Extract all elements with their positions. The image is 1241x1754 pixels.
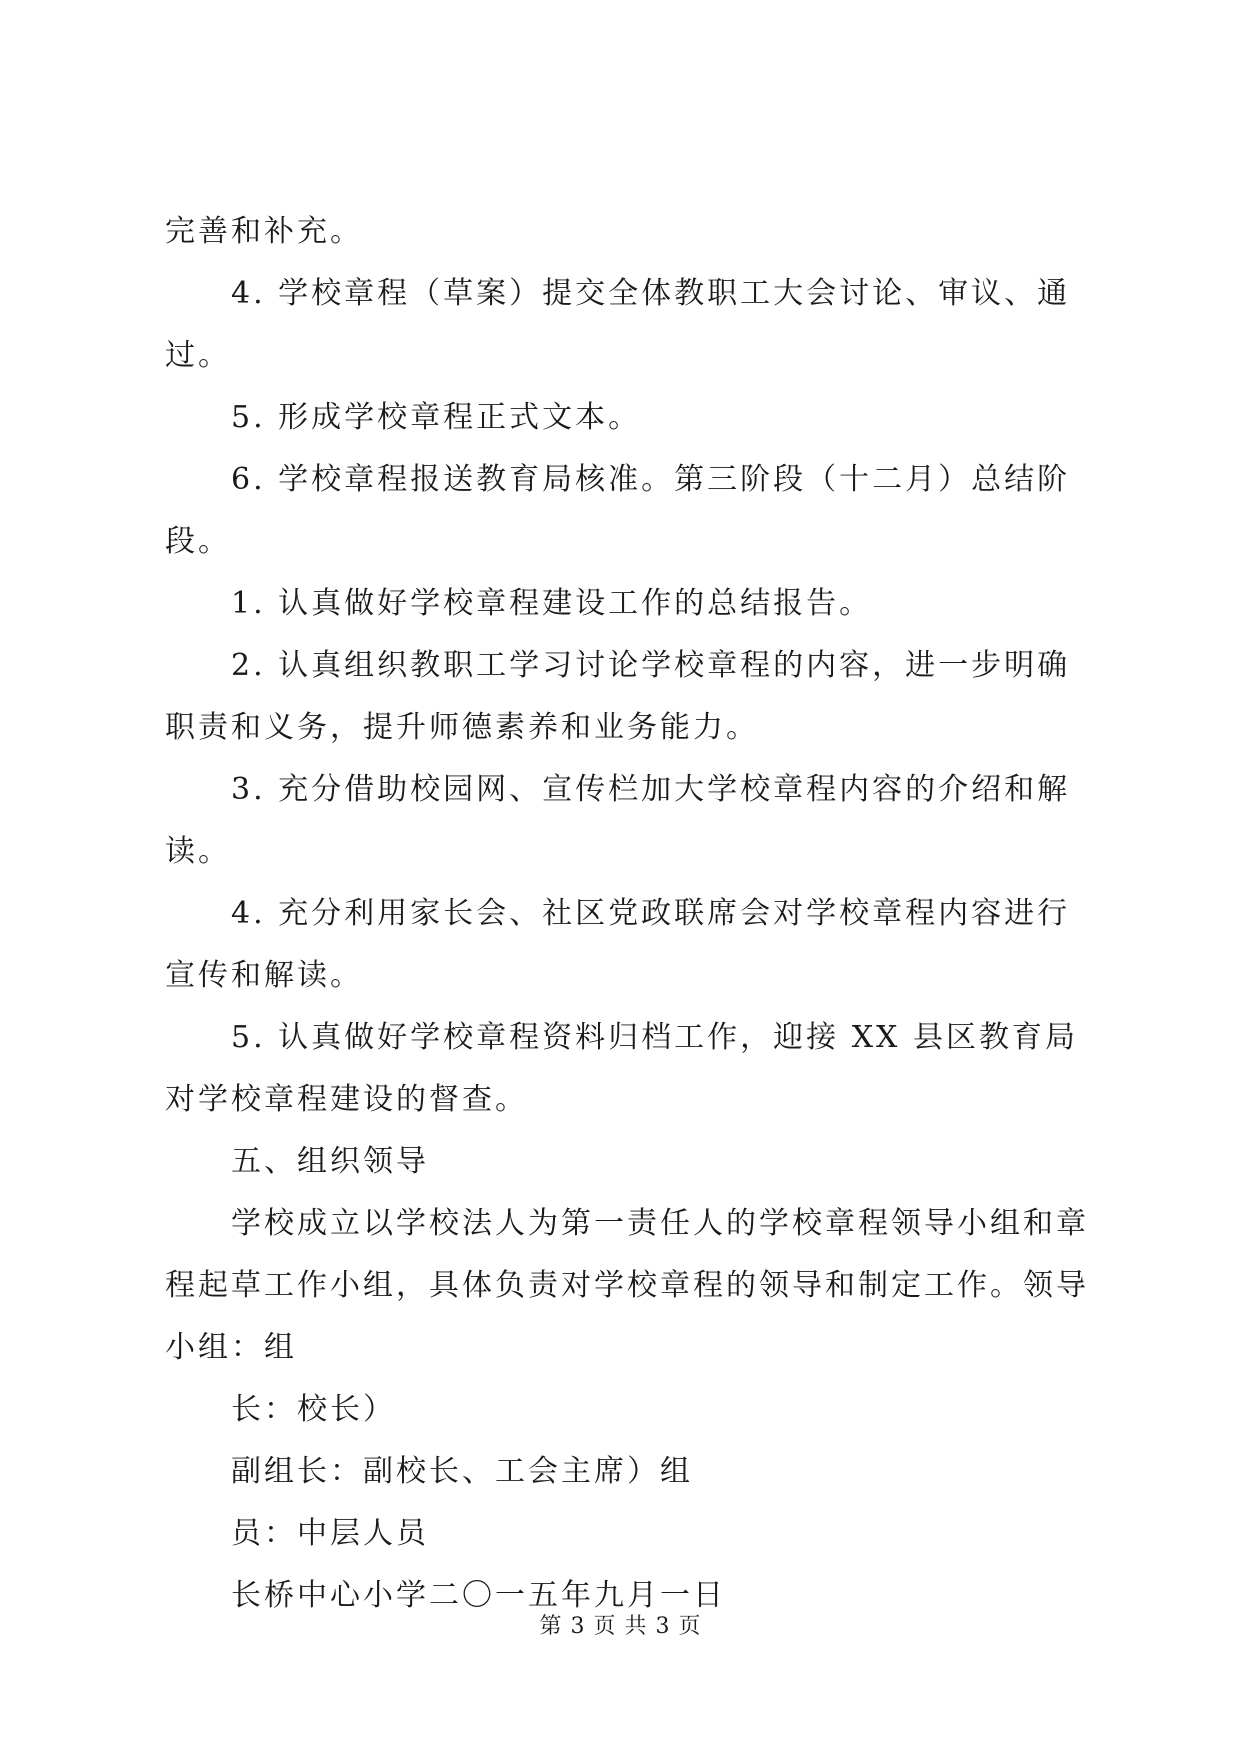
page-footer [0, 1609, 1241, 1640]
page-number-label: 第 3 页 共 3 页 [539, 1614, 702, 1639]
paragraph-summary-item-1: 1. 认真做好学校章程建设工作的总结报告。 [231, 586, 873, 621]
section-heading-organization: 五、组织领导 [231, 1144, 429, 1179]
paragraph-continuation: 完善和补充。 [165, 214, 363, 249]
paragraph-summary-item-3: 3. 充分借助校园网、宣传栏加大学校章程内容的介绍和解读。 [165, 772, 1071, 869]
paragraph-item-6-approval: 6. 学校章程报送教育局核准。第三阶段（十二月）总结阶段。 [165, 462, 1071, 559]
paragraph-leader: 长：校长） [231, 1392, 396, 1427]
document-body [165, 201, 1090, 1627]
paragraph-item-4-submit: 4. 学校章程（草案）提交全体教职工大会讨论、审议、通过。 [165, 276, 1071, 373]
paragraph-item-5-final-text: 5. 形成学校章程正式文本。 [231, 400, 642, 435]
paragraph-deputy-leader: 副组长：副校长、工会主席）组 [231, 1454, 693, 1489]
paragraph-summary-item-4: 4. 充分利用家长会、社区党政联席会对学校章程内容进行宣传和解读。 [165, 896, 1071, 993]
paragraph-summary-item-2: 2. 认真组织教职工学习讨论学校章程的内容，进一步明确职责和义务，提升师德素养和业务能力。 [165, 648, 1071, 745]
signature-date-line: 长桥中心小学二〇一五年九月一日 [231, 1578, 726, 1613]
paragraph-members: 员：中层人员 [231, 1516, 429, 1551]
paragraph-summary-item-5: 5. 认真做好学校章程资料归档工作，迎接 XX 县区教育局对学校章程建设的督查。 [165, 1020, 1078, 1117]
paragraph-organization: 学校成立以学校法人为第一责任人的学校章程领导小组和章程起草工作小组，具体负责对学校章程的领导和制定工作。领导小组：组 [165, 1206, 1089, 1365]
